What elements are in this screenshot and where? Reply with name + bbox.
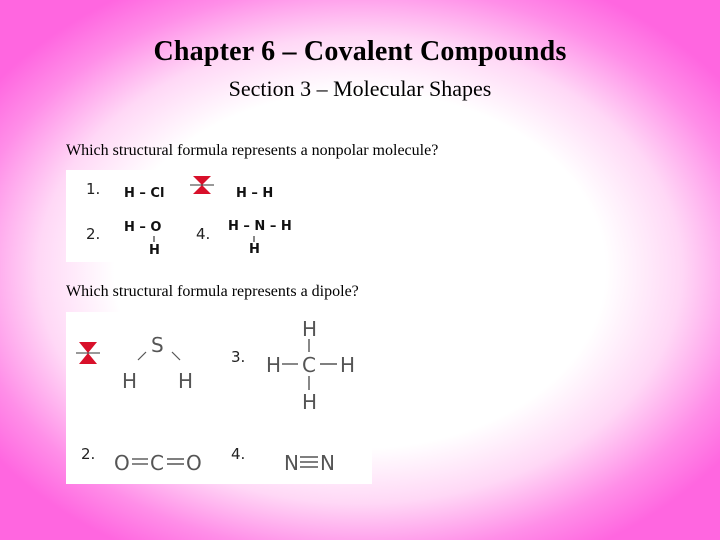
q2-structures-drawing (66, 312, 372, 484)
q1-formula-water-below: H (149, 243, 160, 258)
question-1-answer-panel (66, 170, 314, 262)
q2-co2-carbon: C (150, 451, 164, 475)
q2-option-number-3: 3. (231, 348, 246, 366)
q2-ch4-hydrogen-top: H (302, 317, 318, 341)
q2-co2-oxygen-left: O (114, 451, 130, 475)
q1-option-number-2: 2. (86, 225, 101, 243)
q1-formula-h2: H – H (236, 186, 274, 201)
q2-option-number-2: 2. (81, 445, 96, 463)
q2-co2-oxygen-right: O (186, 451, 202, 475)
q2-h2s-sulfur: S (151, 333, 164, 357)
q2-ch4-hydrogen-right: H (340, 353, 356, 377)
q1-formula-water: H – O (124, 220, 162, 235)
q2-h2s-hydrogen-right: H (178, 369, 194, 393)
q1-formula-hcl: H – Cl (124, 186, 165, 201)
q2-ch4-hydrogen-bottom: H (302, 390, 318, 414)
q2-hourglass-marker-icon (76, 342, 100, 364)
question-1-prompt: Which structural formula represents a nonpolar molecule? (66, 142, 439, 159)
q2-ch4-hydrogen-left: H (266, 353, 282, 377)
question-2-prompt: Which structural formula represents a dipole? (66, 283, 359, 300)
q2-n2-nitrogen-right: N (320, 451, 335, 475)
q1-nh3-bond-lines (66, 170, 314, 262)
q1-option-number-1: 1. (86, 180, 101, 198)
q1-formula-nh3-below: H (249, 242, 260, 257)
q2-ch4-carbon: C (302, 353, 316, 377)
slide-title: Chapter 6 – Covalent Compounds (153, 36, 567, 67)
slide-subtitle: Section 3 – Molecular Shapes (228, 76, 492, 101)
q1-option-number-4: 4. (196, 225, 211, 243)
q1-formula-nh3: H – N – H (228, 219, 292, 234)
q2-h2s-hydrogen-left: H (122, 369, 138, 393)
question-2-answer-panel (66, 312, 372, 484)
q2-option-number-4: 4. (231, 445, 246, 463)
q2-n2-nitrogen-left: N (284, 451, 299, 475)
